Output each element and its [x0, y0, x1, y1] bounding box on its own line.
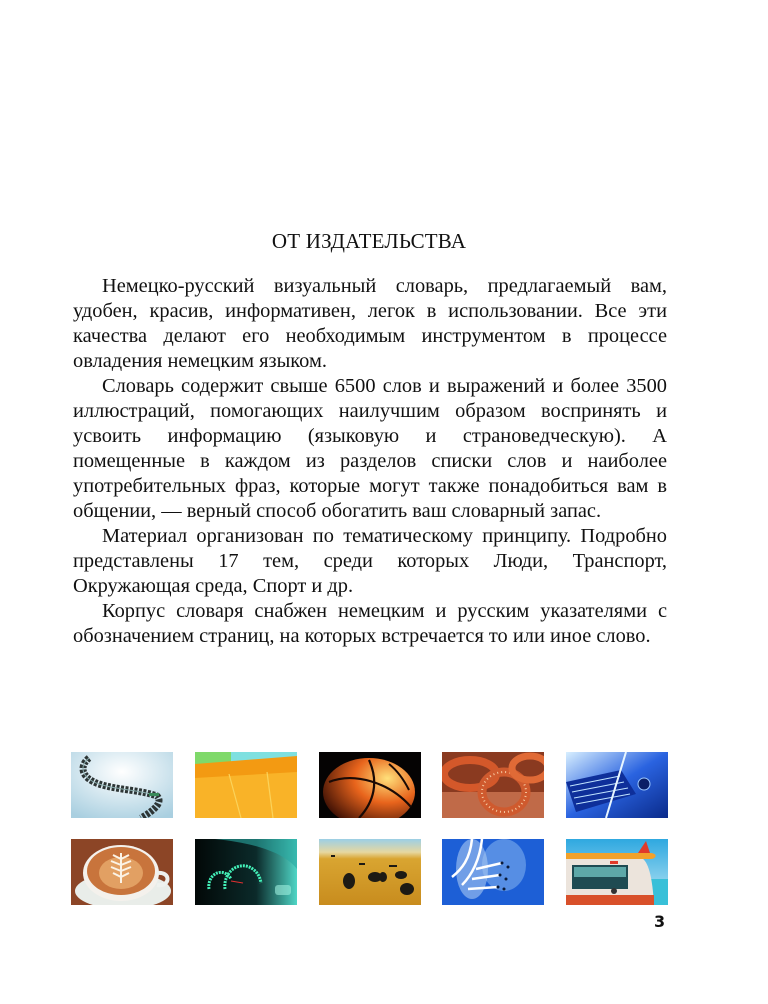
jets-image [442, 839, 544, 905]
paragraph-organization: Материал организован по тематическому принципу. Подробно представлены 17 тем, среди которых Люди, Транспорт, Окружающая среда, Спорт и др. [73, 525, 667, 597]
thumbnail-pretzels [442, 752, 544, 818]
laptop-image [566, 752, 668, 818]
foreword-text [73, 274, 667, 649]
shopping-bag-image [195, 752, 297, 818]
basketball-image [319, 752, 421, 818]
thumbnail-row-2 [71, 839, 668, 905]
savanna-image [319, 839, 421, 905]
thumbnail-shopping-bag [195, 752, 297, 818]
paragraph-intro: Немецко-русский визуальный словарь, предлагаемый вам, удобен, красив, информативен, легок в использовании. Все эти качества делают его необходимым инструментом в процессе овладения немецким языком. [73, 275, 667, 372]
thumbnail-aerobatic-jets [442, 839, 544, 905]
thumbnail-row-1 [71, 752, 668, 818]
staircase-image [71, 752, 173, 818]
paragraph-content-stats: Словарь содержит свыше 6500 слов и выражений и более 3500 иллюстраций, помогающих наилучшим образом воспринять и усвоить информацию (языковую и страноведческую). А помещенные в каждом из разделов списки слов и наиболее употребительных фраз, которые могут также понадобиться вам в общении, — верный способ обогатить ваш словарный запас. [73, 375, 667, 522]
thumbnail-cappuccino [71, 839, 173, 905]
thumbnail-gallery [71, 752, 668, 905]
thumbnail-spiral-staircase [71, 752, 173, 818]
thumbnail-savanna-zebras [319, 839, 421, 905]
paragraph-indexes: Корпус словаря снабжен немецким и русским указателями с обозначением страниц, на которых встречается то или иное слово. [73, 600, 667, 647]
surf-van-image [566, 839, 668, 905]
thumbnail-basketball [319, 752, 421, 818]
cappuccino-image [71, 839, 173, 905]
pretzels-image [442, 752, 544, 818]
page-number: 3 [654, 912, 666, 931]
dashboard-image [195, 839, 297, 905]
thumbnail-car-dashboard [195, 839, 297, 905]
thumbnail-surf-van [566, 839, 668, 905]
page-heading: ОТ ИЗДАТЕЛЬСТВА [271, 229, 467, 253]
thumbnail-laptop [566, 752, 668, 818]
